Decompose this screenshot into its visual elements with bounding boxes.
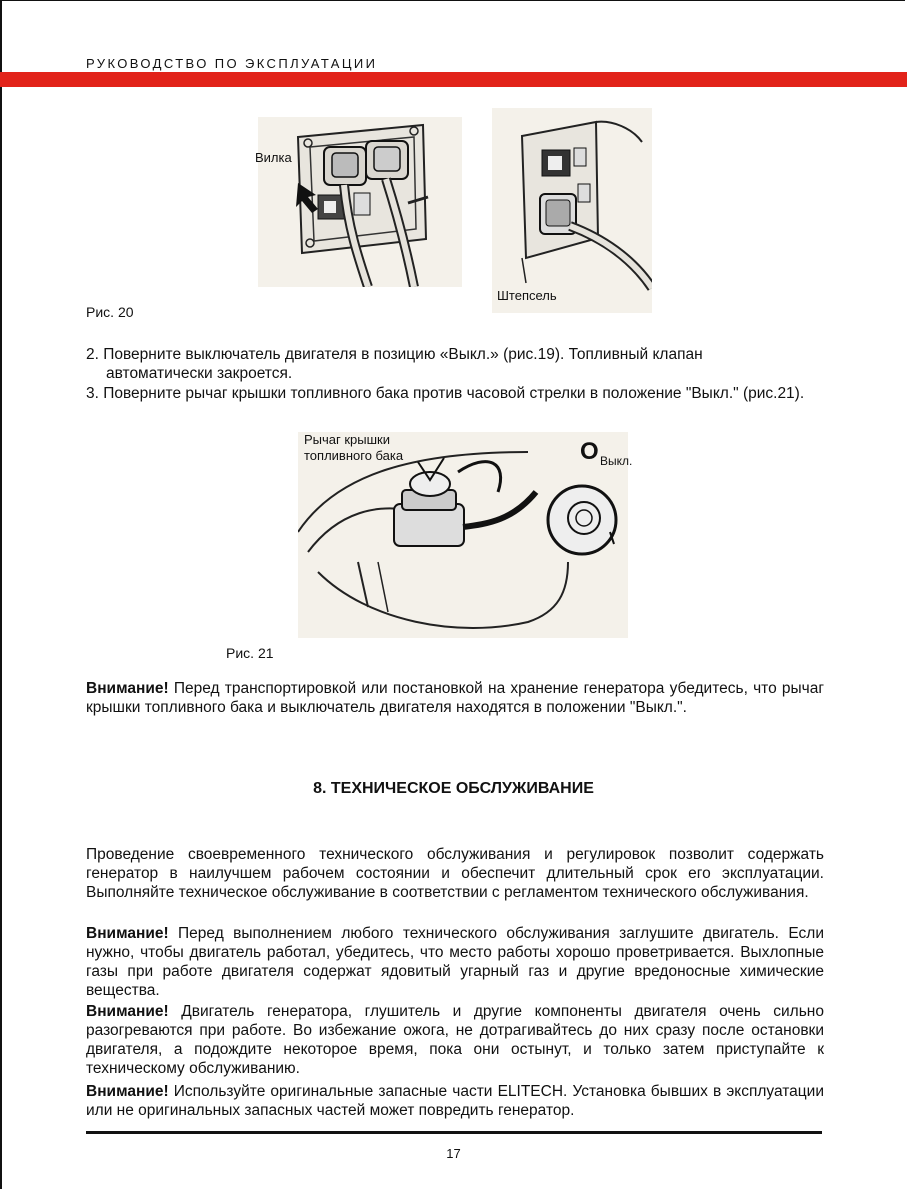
figure21-caption: Рис. 21	[226, 645, 274, 661]
figure21-off-label: Выкл.	[600, 454, 633, 468]
warning1-title: Внимание!	[86, 680, 169, 697]
step2-line2: автоматически закроется.	[106, 365, 293, 382]
footer-divider	[86, 1131, 822, 1134]
manual-header-title: РУКОВОДСТВО ПО ЭКСПЛУАТАЦИИ	[86, 56, 378, 71]
figure20-label-plug: Вилка	[255, 150, 292, 165]
step2-line1: 2. Поверните выключатель двигателя в позицию «Выкл.» (рис.19). Топливный клапан	[86, 346, 703, 363]
warning1-paragraph	[86, 679, 824, 717]
warning3-text: Двигатель генератора, глушитель и другие компоненты двигателя очень сильно разогреваются при работе. Во избежание ожога, не дотрагивайтесь до них сразу после остановки двигателя, а подождите некоторое время, пока они остынут, и только затем приступайте к техническому обслуживанию.	[86, 1003, 824, 1077]
figure21-lever-label-line1: Рычаг крышки	[304, 432, 391, 447]
warning4-title: Внимание!	[86, 1083, 169, 1100]
warning2-paragraph	[86, 924, 824, 1000]
warning4-text: Используйте оригинальные запасные части ELITECH. Установка бывших в эксплуатации или не оригинальных запасных частей может повредить генератор.	[86, 1083, 824, 1119]
page-number: 17	[446, 1146, 461, 1161]
figure21-off-symbol: O	[580, 438, 599, 465]
figure20-right-image	[492, 108, 652, 313]
warning2-title: Внимание!	[86, 925, 169, 942]
warning4-paragraph	[86, 1082, 824, 1120]
header-accent-bar	[0, 72, 907, 87]
figure21-lever-label-line2: топливного бака	[304, 448, 404, 463]
figure21-lever-label	[304, 432, 403, 464]
warning1-text: Перед транспортировкой или постановкой на хранение генератора убедитесь, что рычаг крышки топливного бака и выключатель двигателя находятся в положении "Выкл.".	[86, 680, 824, 716]
figure20-caption: Рис. 20	[86, 304, 134, 320]
warning2-text: Перед выполнением любого технического обслуживания заглушите двигатель. Если нужно, чтобы двигатель работал, убедитесь, что место работы хорошо проветривается. Выхлопные газы при работе двигателя содержат ядовитый угарный газ и другие вредоносные химические вещества.	[86, 925, 824, 999]
section-intro: Проведение своевременного технического обслуживания и регулировок позволит содержать генератор в наилучшем рабочем состоянии и обеспечит длительный срок его эксплуатации. Выполняйте техническое обслуживание в соответствии с регламентом технического обслуживания.	[86, 846, 824, 901]
warning3-paragraph	[86, 1002, 824, 1078]
section-title: 8. ТЕХНИЧЕСКОЕ ОБСЛУЖИВАНИЕ	[313, 780, 594, 797]
figure20-label-socket: Штепсель	[497, 288, 557, 303]
step3-text: 3. Поверните рычаг крышки топливного бака против часовой стрелки в положение "Выкл." (рис.21).	[86, 385, 805, 402]
fuel-cap-knob-icon	[548, 486, 616, 554]
warning3-title: Внимание!	[86, 1003, 169, 1020]
figure20-left-image	[258, 117, 462, 287]
